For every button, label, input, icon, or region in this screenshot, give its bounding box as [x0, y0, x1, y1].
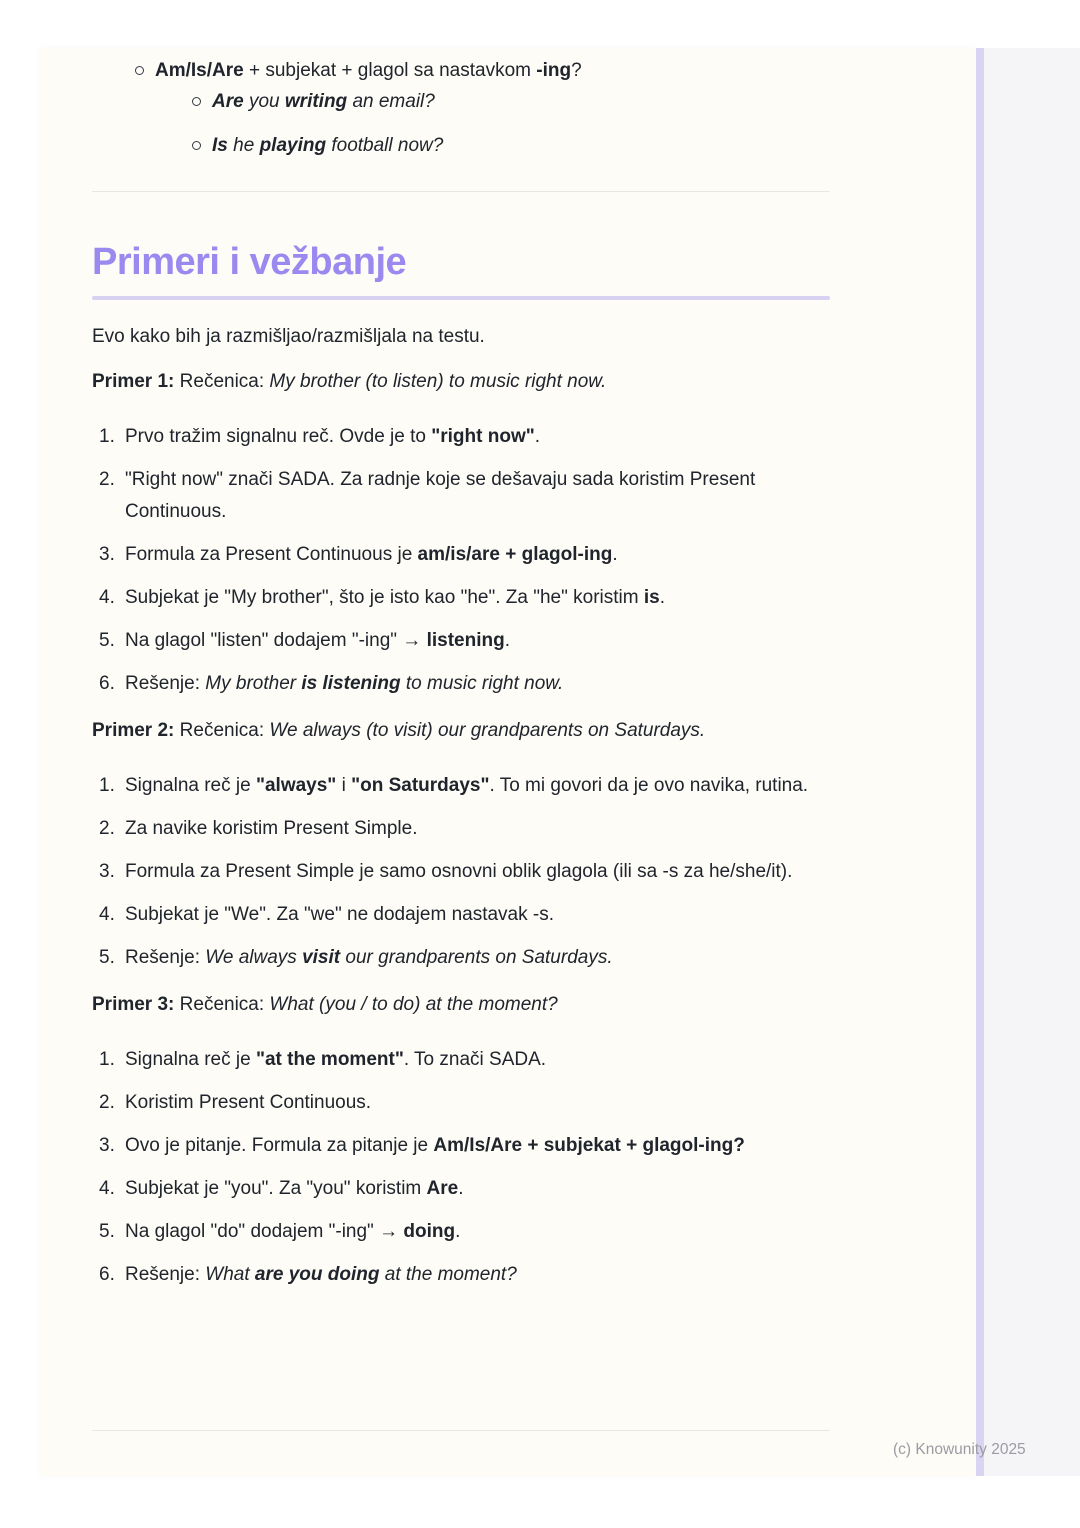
steps-list — [92, 770, 830, 974]
example-block — [92, 716, 830, 974]
step-text: Subjekat je "We". Za "we" ne dodajem nastavak -s. — [125, 904, 555, 925]
step-item — [92, 1173, 830, 1205]
viewer-side-panel — [984, 48, 1080, 1476]
step-text: Formula za Present Simple je samo osnovni oblik glagola (ili sa -s za he/she/it). — [125, 861, 793, 882]
step-item — [92, 856, 830, 888]
bullet-text: Am/Is/Are + subjekat + glagol sa nastavkom -ing? — [155, 60, 582, 81]
step-text: Koristim Present Continuous. — [125, 1092, 372, 1113]
step-item — [92, 582, 830, 614]
step-text: Rešenje: We always visit our grandparents on Saturdays. — [125, 947, 613, 968]
step-text: Formula za Present Continuous je am/is/are + glagol-ing. — [125, 544, 618, 565]
page-title: Primeri i vežbanje — [92, 241, 407, 283]
step-item — [92, 421, 830, 453]
footer-divider — [92, 1430, 830, 1431]
step-text: Subjekat je "you". Za "you" koristim Are. — [125, 1178, 464, 1199]
scrollbar-thumb[interactable] — [976, 48, 984, 1476]
document-page — [40, 48, 976, 1476]
example-heading: Primer 2: Rečenica: We always (to visit) our grandparents on Saturdays. — [92, 720, 706, 741]
intro-paragraph: Evo kako bih ja razmišljao/razmišljala na testu. — [92, 326, 485, 347]
step-item — [92, 1216, 830, 1248]
example-block — [92, 990, 830, 1291]
intro-bullet-list — [133, 56, 830, 160]
examples-container — [92, 367, 830, 1291]
copyright-text: (c) Knowunity 2025 — [893, 1441, 1026, 1458]
example-heading: Primer 3: Rečenica: What (you / to do) at the moment? — [92, 994, 558, 1015]
example-block — [92, 367, 830, 700]
step-text: Za navike koristim Present Simple. — [125, 818, 418, 839]
section-divider — [92, 191, 830, 192]
step-item — [92, 1130, 830, 1162]
step-text: "Right now" znači SADA. Za radnje koje se dešavaju sada koristim Present Continuous. — [125, 469, 756, 522]
list-item — [133, 56, 830, 160]
step-item — [92, 942, 830, 974]
step-text: Na glagol "listen" dodajem "-ing" → listening. — [125, 630, 510, 651]
title-underline — [92, 296, 830, 300]
step-item — [92, 1087, 830, 1119]
step-item — [92, 770, 830, 802]
step-item — [92, 625, 830, 657]
bullet-text: Are you writing an email? — [212, 91, 435, 112]
step-item — [92, 539, 830, 571]
step-text: Signalna reč je "always" i "on Saturdays". To mi govori da je ovo navika, rutina. — [125, 775, 809, 796]
step-item — [92, 899, 830, 931]
step-text: Subjekat je "My brother", što je isto kao "he". Za "he" koristim is. — [125, 587, 665, 608]
step-text: Na glagol "do" dodajem "-ing" → doing. — [125, 1221, 461, 1242]
list-item — [190, 87, 830, 116]
steps-list — [92, 421, 830, 700]
step-text: Signalna reč je "at the moment". To znači SADA. — [125, 1049, 547, 1070]
list-item — [190, 131, 830, 160]
bullet-text: Is he playing football now? — [212, 135, 444, 156]
step-item — [92, 1044, 830, 1076]
step-item — [92, 668, 830, 700]
step-text: Prvo tražim signalnu reč. Ovde je to "right now". — [125, 426, 541, 447]
step-item — [92, 464, 830, 528]
intro-sub-list — [190, 87, 830, 160]
example-heading: Primer 1: Rečenica: My brother (to listen) to music right now. — [92, 371, 607, 392]
steps-list — [92, 1044, 830, 1291]
step-text: Rešenje: What are you doing at the moment? — [125, 1264, 517, 1285]
step-item — [92, 813, 830, 845]
step-text: Ovo je pitanje. Formula za pitanje je Am/Is/Are + subjekat + glagol-ing? — [125, 1135, 745, 1156]
step-item — [92, 1259, 830, 1291]
step-text: Rešenje: My brother is listening to music right now. — [125, 673, 564, 694]
